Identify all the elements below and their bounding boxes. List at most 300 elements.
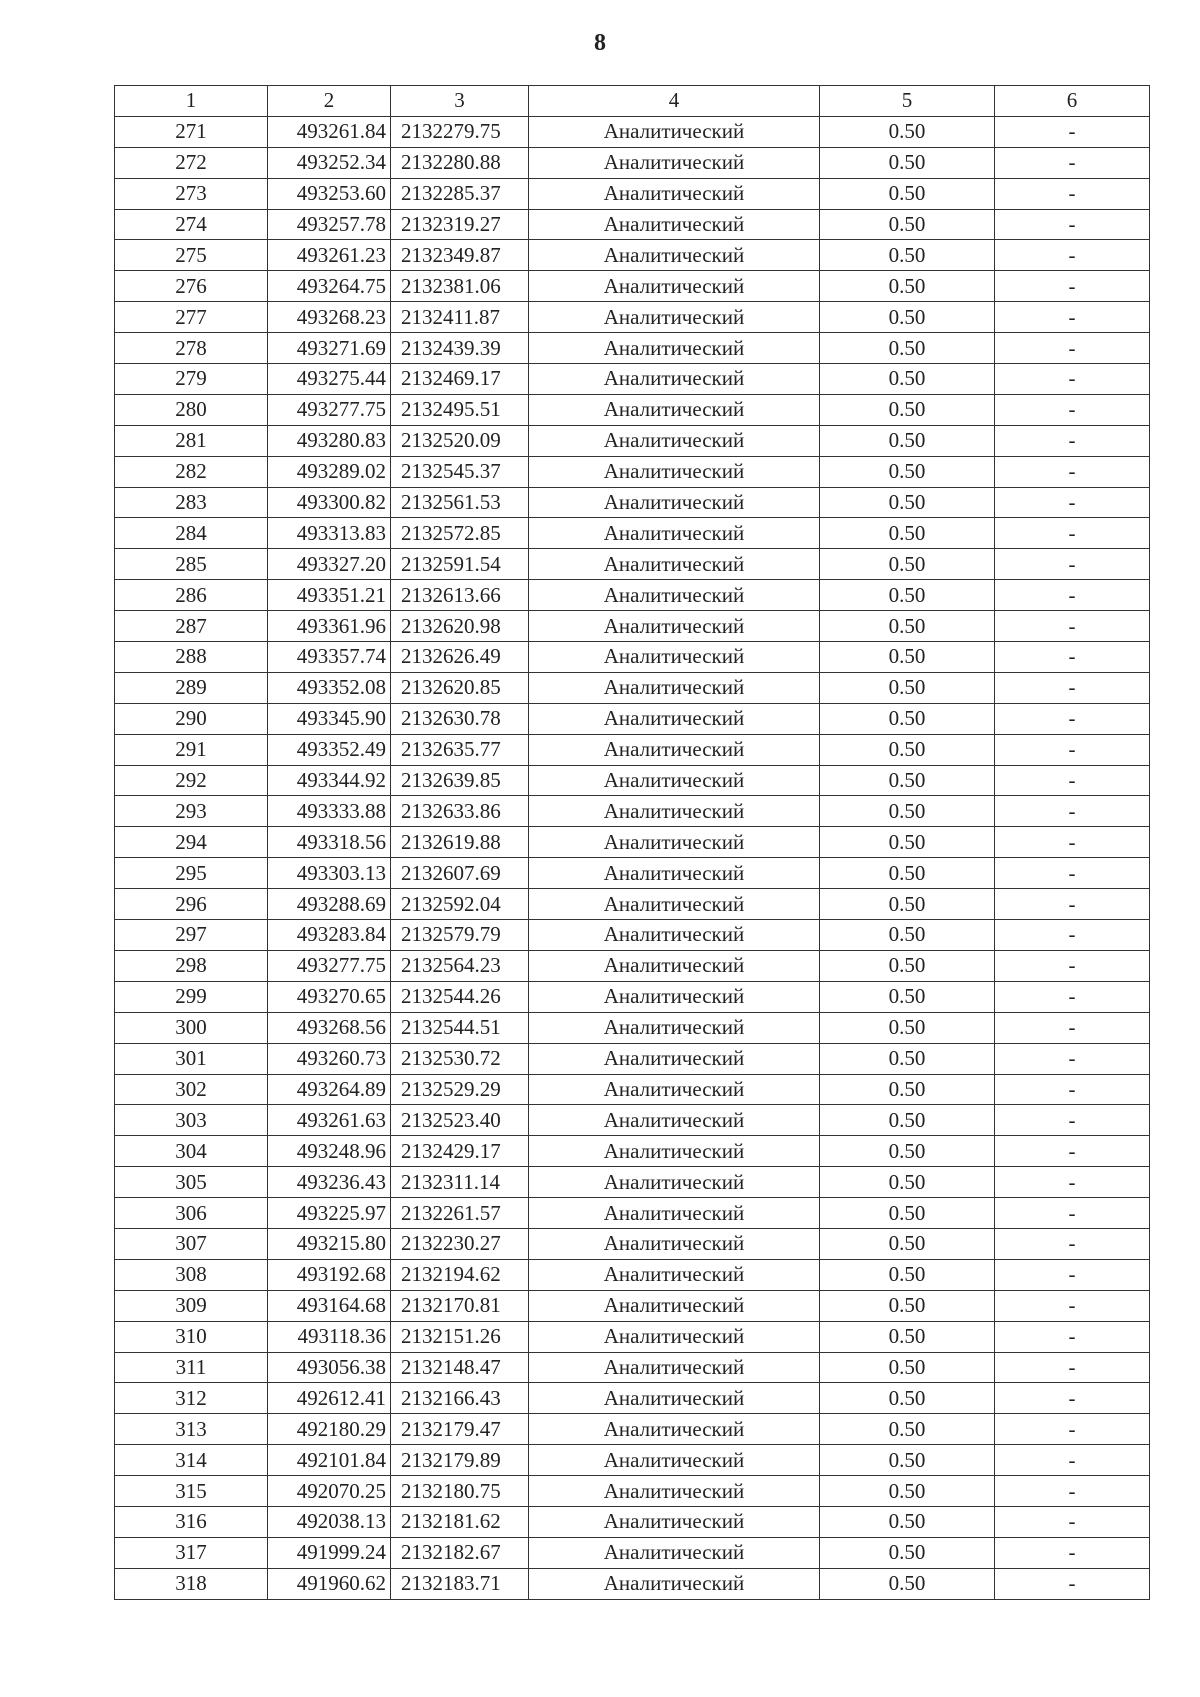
point-number-cell: 303: [115, 1105, 268, 1136]
table-row: [115, 580, 1150, 611]
point-number-cell: 293: [115, 796, 268, 827]
method-cell: Аналитический: [529, 116, 820, 147]
point-number-cell: 271: [115, 116, 268, 147]
x-coordinate-cell: 493236.43: [268, 1167, 391, 1198]
point-number-cell: 280: [115, 394, 268, 425]
point-number-cell: 295: [115, 858, 268, 889]
method-cell: Аналитический: [529, 1228, 820, 1259]
note-cell: -: [995, 394, 1150, 425]
table-row: [115, 364, 1150, 395]
table-row: [115, 981, 1150, 1012]
method-cell: Аналитический: [529, 456, 820, 487]
method-cell: Аналитический: [529, 1506, 820, 1537]
table-row: [115, 858, 1150, 889]
x-coordinate-cell: 493352.49: [268, 734, 391, 765]
y-coordinate-cell: 2132545.37: [391, 456, 529, 487]
note-cell: -: [995, 1506, 1150, 1537]
accuracy-cell: 0.50: [820, 1167, 995, 1198]
y-coordinate-cell: 2132180.75: [391, 1476, 529, 1507]
method-cell: Аналитический: [529, 1321, 820, 1352]
table-row: [115, 703, 1150, 734]
x-coordinate-cell: 493277.75: [268, 950, 391, 981]
accuracy-cell: 0.50: [820, 487, 995, 518]
point-number-cell: 308: [115, 1259, 268, 1290]
method-cell: Аналитический: [529, 271, 820, 302]
note-cell: -: [995, 116, 1150, 147]
x-coordinate-cell: 493288.69: [268, 889, 391, 920]
point-number-cell: 309: [115, 1290, 268, 1321]
point-number-cell: 279: [115, 364, 268, 395]
x-coordinate-cell: 493252.34: [268, 147, 391, 178]
x-coordinate-cell: 493333.88: [268, 796, 391, 827]
method-cell: Аналитический: [529, 1290, 820, 1321]
table-row: [115, 672, 1150, 703]
table-row: [115, 734, 1150, 765]
table-row: [115, 1105, 1150, 1136]
note-cell: -: [995, 1290, 1150, 1321]
y-coordinate-cell: 2132579.79: [391, 920, 529, 951]
y-coordinate-cell: 2132280.88: [391, 147, 529, 178]
method-cell: Аналитический: [529, 240, 820, 271]
x-coordinate-cell: 493300.82: [268, 487, 391, 518]
accuracy-cell: 0.50: [820, 1105, 995, 1136]
note-cell: -: [995, 487, 1150, 518]
x-coordinate-cell: 493351.21: [268, 580, 391, 611]
y-coordinate-cell: 2132620.85: [391, 672, 529, 703]
table-header-row: [115, 86, 1150, 117]
point-number-cell: 307: [115, 1228, 268, 1259]
y-coordinate-cell: 2132285.37: [391, 178, 529, 209]
column-header: 3: [391, 86, 529, 117]
x-coordinate-cell: 492612.41: [268, 1383, 391, 1414]
x-coordinate-cell: 493352.08: [268, 672, 391, 703]
y-coordinate-cell: 2132635.77: [391, 734, 529, 765]
note-cell: -: [995, 672, 1150, 703]
accuracy-cell: 0.50: [820, 950, 995, 981]
accuracy-cell: 0.50: [820, 920, 995, 951]
x-coordinate-cell: 493327.20: [268, 549, 391, 580]
accuracy-cell: 0.50: [820, 1445, 995, 1476]
method-cell: Аналитический: [529, 950, 820, 981]
table-row: [115, 1167, 1150, 1198]
method-cell: Аналитический: [529, 333, 820, 364]
x-coordinate-cell: 493270.65: [268, 981, 391, 1012]
method-cell: Аналитический: [529, 1414, 820, 1445]
point-number-cell: 301: [115, 1043, 268, 1074]
table-row: [115, 1383, 1150, 1414]
method-cell: Аналитический: [529, 672, 820, 703]
point-number-cell: 316: [115, 1506, 268, 1537]
y-coordinate-cell: 2132179.47: [391, 1414, 529, 1445]
point-number-cell: 277: [115, 302, 268, 333]
point-number-cell: 291: [115, 734, 268, 765]
y-coordinate-cell: 2132179.89: [391, 1445, 529, 1476]
note-cell: -: [995, 147, 1150, 178]
point-number-cell: 318: [115, 1568, 268, 1599]
note-cell: -: [995, 1352, 1150, 1383]
y-coordinate-cell: 2132520.09: [391, 425, 529, 456]
note-cell: -: [995, 364, 1150, 395]
x-coordinate-cell: 493264.75: [268, 271, 391, 302]
y-coordinate-cell: 2132411.87: [391, 302, 529, 333]
accuracy-cell: 0.50: [820, 1537, 995, 1568]
note-cell: -: [995, 920, 1150, 951]
y-coordinate-cell: 2132639.85: [391, 765, 529, 796]
x-coordinate-cell: 493257.78: [268, 209, 391, 240]
point-number-cell: 286: [115, 580, 268, 611]
accuracy-cell: 0.50: [820, 333, 995, 364]
method-cell: Аналитический: [529, 394, 820, 425]
y-coordinate-cell: 2132261.57: [391, 1198, 529, 1229]
x-coordinate-cell: 493303.13: [268, 858, 391, 889]
x-coordinate-cell: 493283.84: [268, 920, 391, 951]
accuracy-cell: 0.50: [820, 116, 995, 147]
accuracy-cell: 0.50: [820, 518, 995, 549]
table-row: [115, 147, 1150, 178]
x-coordinate-cell: 492101.84: [268, 1445, 391, 1476]
accuracy-cell: 0.50: [820, 1568, 995, 1599]
accuracy-cell: 0.50: [820, 1476, 995, 1507]
point-number-cell: 304: [115, 1136, 268, 1167]
note-cell: -: [995, 642, 1150, 673]
x-coordinate-cell: 493280.83: [268, 425, 391, 456]
table-row: [115, 116, 1150, 147]
method-cell: Аналитический: [529, 1198, 820, 1229]
x-coordinate-cell: 492070.25: [268, 1476, 391, 1507]
method-cell: Аналитический: [529, 1383, 820, 1414]
table-row: [115, 1074, 1150, 1105]
point-number-cell: 273: [115, 178, 268, 209]
accuracy-cell: 0.50: [820, 672, 995, 703]
x-coordinate-cell: 493345.90: [268, 703, 391, 734]
x-coordinate-cell: 492038.13: [268, 1506, 391, 1537]
point-number-cell: 311: [115, 1352, 268, 1383]
x-coordinate-cell: 493192.68: [268, 1259, 391, 1290]
x-coordinate-cell: 493271.69: [268, 333, 391, 364]
method-cell: Аналитический: [529, 1167, 820, 1198]
accuracy-cell: 0.50: [820, 1352, 995, 1383]
note-cell: -: [995, 1105, 1150, 1136]
method-cell: Аналитический: [529, 518, 820, 549]
accuracy-cell: 0.50: [820, 271, 995, 302]
y-coordinate-cell: 2132495.51: [391, 394, 529, 425]
point-number-cell: 299: [115, 981, 268, 1012]
x-coordinate-cell: 493260.73: [268, 1043, 391, 1074]
point-number-cell: 281: [115, 425, 268, 456]
point-number-cell: 288: [115, 642, 268, 673]
method-cell: Аналитический: [529, 765, 820, 796]
note-cell: -: [995, 518, 1150, 549]
method-cell: Аналитический: [529, 1105, 820, 1136]
table-row: [115, 1259, 1150, 1290]
table-row: [115, 518, 1150, 549]
method-cell: Аналитический: [529, 147, 820, 178]
note-cell: -: [995, 549, 1150, 580]
note-cell: -: [995, 1043, 1150, 1074]
note-cell: -: [995, 1259, 1150, 1290]
y-coordinate-cell: 2132170.81: [391, 1290, 529, 1321]
accuracy-cell: 0.50: [820, 1321, 995, 1352]
note-cell: -: [995, 765, 1150, 796]
accuracy-cell: 0.50: [820, 178, 995, 209]
note-cell: -: [995, 1445, 1150, 1476]
note-cell: -: [995, 456, 1150, 487]
accuracy-cell: 0.50: [820, 364, 995, 395]
method-cell: Аналитический: [529, 1537, 820, 1568]
point-number-cell: 272: [115, 147, 268, 178]
coordinates-table: [114, 85, 1150, 1600]
table-row: [115, 178, 1150, 209]
note-cell: -: [995, 1228, 1150, 1259]
x-coordinate-cell: 493118.36: [268, 1321, 391, 1352]
accuracy-cell: 0.50: [820, 1074, 995, 1105]
table-row: [115, 1414, 1150, 1445]
note-cell: -: [995, 178, 1150, 209]
point-number-cell: 284: [115, 518, 268, 549]
y-coordinate-cell: 2132230.27: [391, 1228, 529, 1259]
note-cell: -: [995, 1167, 1150, 1198]
accuracy-cell: 0.50: [820, 1506, 995, 1537]
column-header: 2: [268, 86, 391, 117]
x-coordinate-cell: 493056.38: [268, 1352, 391, 1383]
accuracy-cell: 0.50: [820, 981, 995, 1012]
accuracy-cell: 0.50: [820, 796, 995, 827]
x-coordinate-cell: 491960.62: [268, 1568, 391, 1599]
table-row: [115, 425, 1150, 456]
y-coordinate-cell: 2132619.88: [391, 827, 529, 858]
y-coordinate-cell: 2132591.54: [391, 549, 529, 580]
y-coordinate-cell: 2132633.86: [391, 796, 529, 827]
table-row: [115, 1537, 1150, 1568]
note-cell: -: [995, 1568, 1150, 1599]
note-cell: -: [995, 950, 1150, 981]
table-row: [115, 611, 1150, 642]
method-cell: Аналитический: [529, 796, 820, 827]
method-cell: Аналитический: [529, 703, 820, 734]
accuracy-cell: 0.50: [820, 456, 995, 487]
table-row: [115, 240, 1150, 271]
x-coordinate-cell: 493268.23: [268, 302, 391, 333]
column-header: 4: [529, 86, 820, 117]
note-cell: -: [995, 580, 1150, 611]
table-row: [115, 333, 1150, 364]
note-cell: -: [995, 1074, 1150, 1105]
point-number-cell: 287: [115, 611, 268, 642]
table-row: [115, 1445, 1150, 1476]
note-cell: -: [995, 734, 1150, 765]
note-cell: -: [995, 240, 1150, 271]
method-cell: Аналитический: [529, 827, 820, 858]
note-cell: -: [995, 1198, 1150, 1229]
method-cell: Аналитический: [529, 1074, 820, 1105]
x-coordinate-cell: 491999.24: [268, 1537, 391, 1568]
accuracy-cell: 0.50: [820, 889, 995, 920]
accuracy-cell: 0.50: [820, 580, 995, 611]
accuracy-cell: 0.50: [820, 1136, 995, 1167]
accuracy-cell: 0.50: [820, 703, 995, 734]
note-cell: -: [995, 1321, 1150, 1352]
method-cell: Аналитический: [529, 1136, 820, 1167]
method-cell: Аналитический: [529, 580, 820, 611]
y-coordinate-cell: 2132148.47: [391, 1352, 529, 1383]
note-cell: -: [995, 858, 1150, 889]
method-cell: Аналитический: [529, 1445, 820, 1476]
accuracy-cell: 0.50: [820, 1198, 995, 1229]
point-number-cell: 300: [115, 1012, 268, 1043]
table-row: [115, 796, 1150, 827]
x-coordinate-cell: 493248.96: [268, 1136, 391, 1167]
note-cell: -: [995, 425, 1150, 456]
y-coordinate-cell: 2132544.51: [391, 1012, 529, 1043]
point-number-cell: 283: [115, 487, 268, 518]
y-coordinate-cell: 2132439.39: [391, 333, 529, 364]
point-number-cell: 310: [115, 1321, 268, 1352]
y-coordinate-cell: 2132630.78: [391, 703, 529, 734]
accuracy-cell: 0.50: [820, 1290, 995, 1321]
method-cell: Аналитический: [529, 1476, 820, 1507]
x-coordinate-cell: 493268.56: [268, 1012, 391, 1043]
table-row: [115, 487, 1150, 518]
point-number-cell: 285: [115, 549, 268, 580]
y-coordinate-cell: 2132572.85: [391, 518, 529, 549]
y-coordinate-cell: 2132620.98: [391, 611, 529, 642]
accuracy-cell: 0.50: [820, 147, 995, 178]
accuracy-cell: 0.50: [820, 302, 995, 333]
accuracy-cell: 0.50: [820, 1012, 995, 1043]
method-cell: Аналитический: [529, 981, 820, 1012]
x-coordinate-cell: 493261.23: [268, 240, 391, 271]
x-coordinate-cell: 493264.89: [268, 1074, 391, 1105]
note-cell: -: [995, 1537, 1150, 1568]
table-row: [115, 394, 1150, 425]
point-number-cell: 306: [115, 1198, 268, 1229]
table-row: [115, 920, 1150, 951]
table-row: [115, 271, 1150, 302]
accuracy-cell: 0.50: [820, 611, 995, 642]
x-coordinate-cell: 493253.60: [268, 178, 391, 209]
note-cell: -: [995, 1012, 1150, 1043]
y-coordinate-cell: 2132544.26: [391, 981, 529, 1012]
method-cell: Аналитический: [529, 487, 820, 518]
table-row: [115, 1290, 1150, 1321]
method-cell: Аналитический: [529, 611, 820, 642]
accuracy-cell: 0.50: [820, 858, 995, 889]
accuracy-cell: 0.50: [820, 734, 995, 765]
y-coordinate-cell: 2132183.71: [391, 1568, 529, 1599]
y-coordinate-cell: 2132626.49: [391, 642, 529, 673]
table-row: [115, 1506, 1150, 1537]
accuracy-cell: 0.50: [820, 1228, 995, 1259]
point-number-cell: 296: [115, 889, 268, 920]
table-row: [115, 1352, 1150, 1383]
column-header: 5: [820, 86, 995, 117]
y-coordinate-cell: 2132166.43: [391, 1383, 529, 1414]
y-coordinate-cell: 2132523.40: [391, 1105, 529, 1136]
y-coordinate-cell: 2132429.17: [391, 1136, 529, 1167]
note-cell: -: [995, 796, 1150, 827]
column-header: 1: [115, 86, 268, 117]
accuracy-cell: 0.50: [820, 765, 995, 796]
x-coordinate-cell: 493318.56: [268, 827, 391, 858]
accuracy-cell: 0.50: [820, 1383, 995, 1414]
y-coordinate-cell: 2132529.29: [391, 1074, 529, 1105]
column-header: 6: [995, 86, 1150, 117]
accuracy-cell: 0.50: [820, 642, 995, 673]
note-cell: -: [995, 271, 1150, 302]
x-coordinate-cell: 493215.80: [268, 1228, 391, 1259]
point-number-cell: 298: [115, 950, 268, 981]
y-coordinate-cell: 2132561.53: [391, 487, 529, 518]
point-number-cell: 317: [115, 1537, 268, 1568]
accuracy-cell: 0.50: [820, 1414, 995, 1445]
table-row: [115, 209, 1150, 240]
y-coordinate-cell: 2132194.62: [391, 1259, 529, 1290]
method-cell: Аналитический: [529, 1568, 820, 1599]
x-coordinate-cell: 493225.97: [268, 1198, 391, 1229]
y-coordinate-cell: 2132592.04: [391, 889, 529, 920]
x-coordinate-cell: 493361.96: [268, 611, 391, 642]
y-coordinate-cell: 2132607.69: [391, 858, 529, 889]
point-number-cell: 305: [115, 1167, 268, 1198]
accuracy-cell: 0.50: [820, 549, 995, 580]
note-cell: -: [995, 981, 1150, 1012]
method-cell: Аналитический: [529, 425, 820, 456]
point-number-cell: 315: [115, 1476, 268, 1507]
x-coordinate-cell: 493277.75: [268, 394, 391, 425]
note-cell: -: [995, 827, 1150, 858]
table-row: [115, 1321, 1150, 1352]
x-coordinate-cell: 493344.92: [268, 765, 391, 796]
table-body: [115, 116, 1150, 1599]
note-cell: -: [995, 611, 1150, 642]
note-cell: -: [995, 889, 1150, 920]
accuracy-cell: 0.50: [820, 209, 995, 240]
accuracy-cell: 0.50: [820, 1043, 995, 1074]
y-coordinate-cell: 2132311.14: [391, 1167, 529, 1198]
x-coordinate-cell: 493261.63: [268, 1105, 391, 1136]
accuracy-cell: 0.50: [820, 240, 995, 271]
point-number-cell: 312: [115, 1383, 268, 1414]
y-coordinate-cell: 2132349.87: [391, 240, 529, 271]
table-row: [115, 765, 1150, 796]
point-number-cell: 276: [115, 271, 268, 302]
y-coordinate-cell: 2132182.67: [391, 1537, 529, 1568]
table-row: [115, 549, 1150, 580]
method-cell: Аналитический: [529, 1259, 820, 1290]
point-number-cell: 275: [115, 240, 268, 271]
method-cell: Аналитический: [529, 178, 820, 209]
y-coordinate-cell: 2132181.62: [391, 1506, 529, 1537]
table-row: [115, 827, 1150, 858]
accuracy-cell: 0.50: [820, 1259, 995, 1290]
point-number-cell: 292: [115, 765, 268, 796]
note-cell: -: [995, 1136, 1150, 1167]
point-number-cell: 282: [115, 456, 268, 487]
accuracy-cell: 0.50: [820, 425, 995, 456]
y-coordinate-cell: 2132381.06: [391, 271, 529, 302]
y-coordinate-cell: 2132469.17: [391, 364, 529, 395]
y-coordinate-cell: 2132279.75: [391, 116, 529, 147]
x-coordinate-cell: 493357.74: [268, 642, 391, 673]
point-number-cell: 302: [115, 1074, 268, 1105]
method-cell: Аналитический: [529, 858, 820, 889]
accuracy-cell: 0.50: [820, 394, 995, 425]
table-row: [115, 1198, 1150, 1229]
table-row: [115, 889, 1150, 920]
point-number-cell: 274: [115, 209, 268, 240]
method-cell: Аналитический: [529, 889, 820, 920]
x-coordinate-cell: 493313.83: [268, 518, 391, 549]
